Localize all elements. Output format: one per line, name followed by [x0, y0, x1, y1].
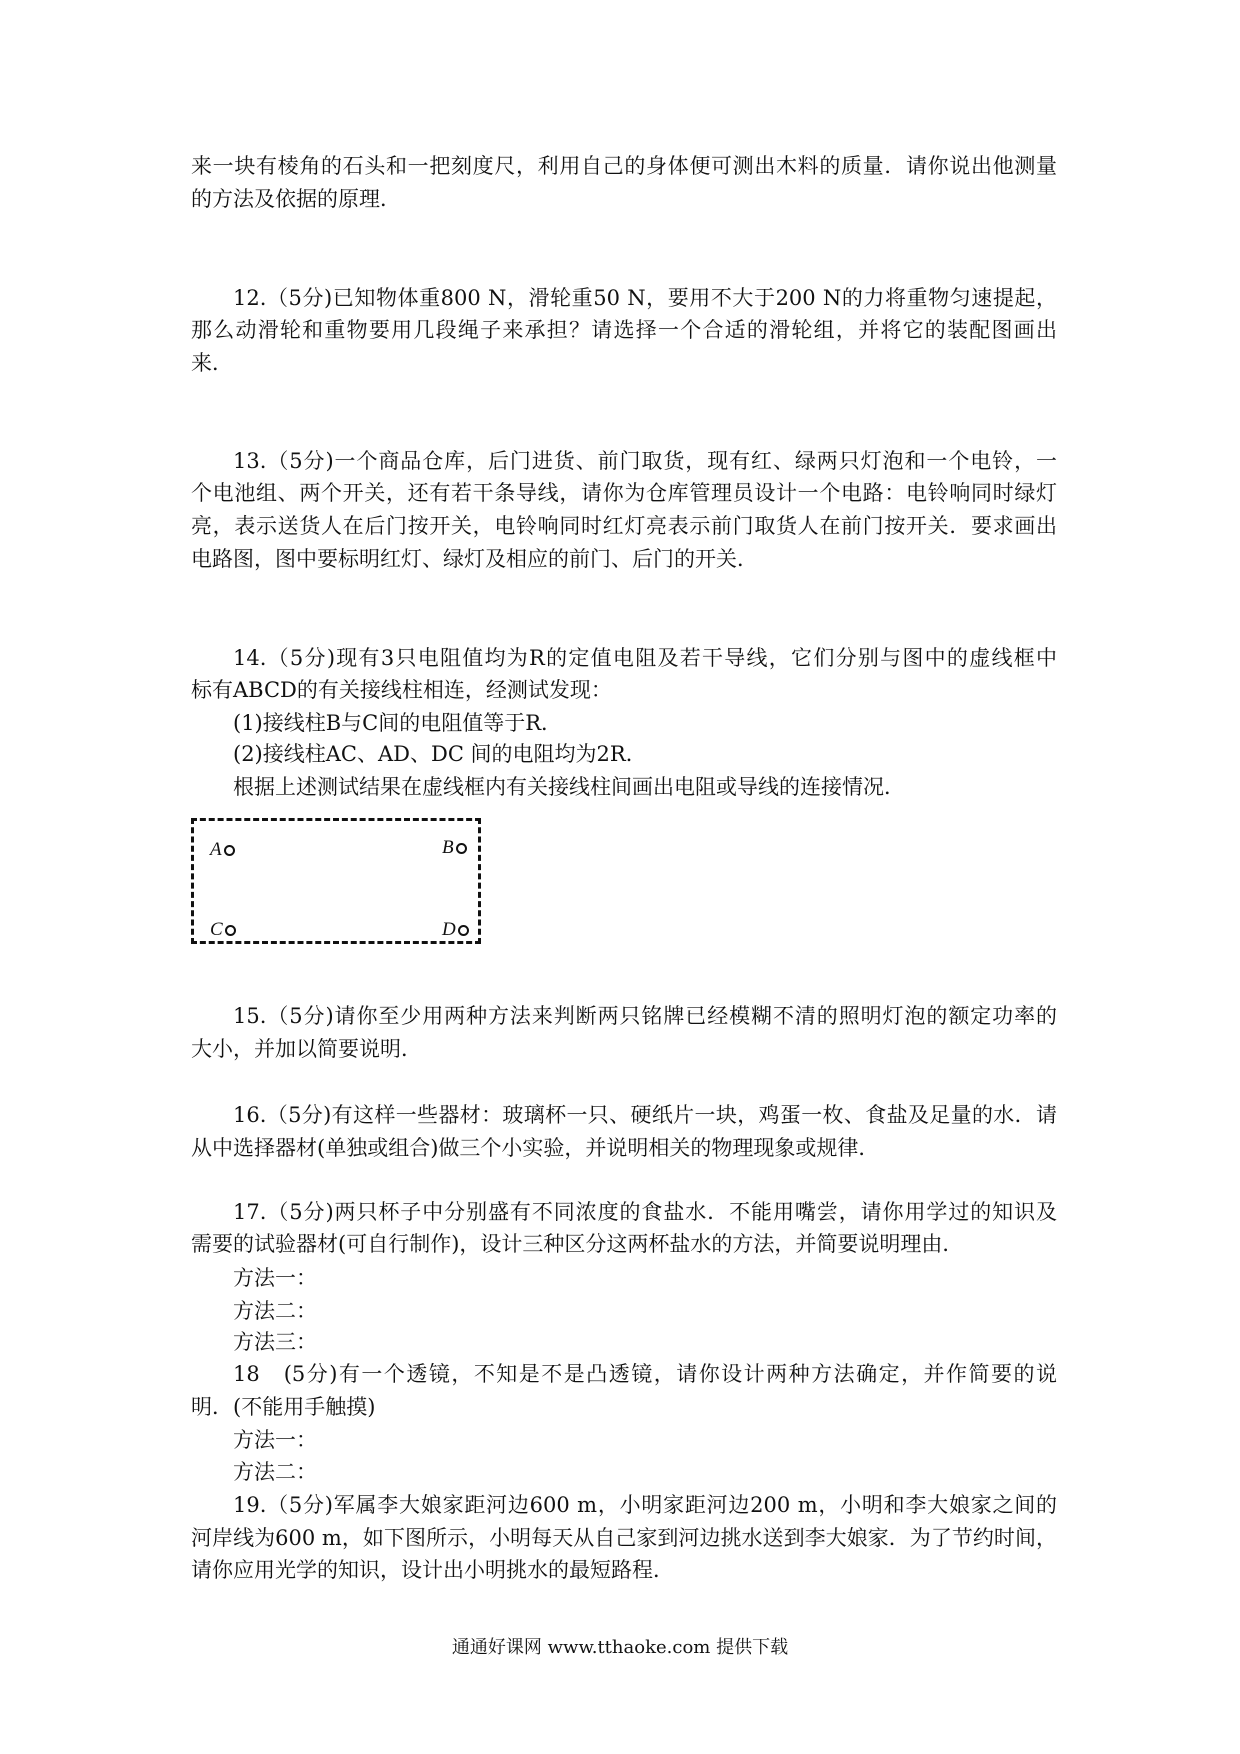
- terminal-d: D: [442, 919, 469, 941]
- text-line: 15.（5分)请你至少用两种方法来判断两只铭牌已经模糊不清的照明灯泡的额定功率的: [233, 1004, 1057, 1028]
- text-line: 方法三：: [233, 1330, 317, 1354]
- text-line: 需要的试验器材(可自行制作)，设计三种区分这两杯盐水的方法，并简要说明理由．: [191, 1232, 964, 1256]
- text-line: 个电池组、两个开关，还有若干条导线，请你为仓库管理员设计一个电路：电铃响同时绿灯: [191, 481, 1057, 505]
- text-line: 来．: [191, 351, 233, 375]
- text-line: 河岸线为600 m，如下图所示，小明每天从自己家到河边挑水送到李大娘家．为了节约时间，: [191, 1526, 1057, 1550]
- text-line: 明．(不能用手触摸): [191, 1395, 376, 1419]
- text-line: 12.（5分)已知物体重800 N，滑轮重50 N，要用不大于200 N的力将重物匀速提起，: [233, 286, 1057, 310]
- text-line: (2)接线柱AC、AD、DC 间的电阻均为2R．: [233, 742, 647, 766]
- terminal-c: C: [210, 919, 236, 941]
- text-line: 17.（5分)两只杯子中分别盛有不同浓度的食盐水．不能用嘴尝，请你用学过的知识及: [233, 1200, 1057, 1224]
- text-line: (1)接线柱B与C间的电阻值等于R．: [233, 711, 563, 735]
- text-line: 来一块有棱角的石头和一把刻度尺，利用自己的身体便可测出木料的质量．请你说出他测量: [191, 154, 1057, 178]
- text-line: 18 (5分)有一个透镜，不知是不是凸透镜，请你设计两种方法确定，并作简要的说: [233, 1362, 1057, 1386]
- text-line: 14.（5分)现有3只电阻值均为R的定值电阻及若干导线，它们分别与图中的虚线框中: [233, 646, 1057, 670]
- text-line: 13.（5分)一个商品仓库，后门进货、前门取货，现有红、绿两只灯泡和一个电铃，一: [233, 449, 1057, 473]
- text-line: 电路图，图中要标明红灯、绿灯及相应的前门、后门的开关．: [191, 547, 758, 571]
- text-line: 方法一：: [233, 1428, 317, 1452]
- text-line: 的方法及依据的原理．: [191, 187, 401, 211]
- text-line: 从中选择器材(单独或组合)做三个小实验，并说明相关的物理现象或规律．: [191, 1136, 880, 1160]
- page-footer: 通通好课网 www.tthaoke.com 提供下载: [451, 1637, 789, 1658]
- text-line: 标有ABCD的有关接线柱相连，经测试发现：: [191, 678, 612, 702]
- text-line: 亮，表示送货人在后门按开关，电铃响同时红灯亮表示前门取货人在前门按开关．要求画出: [191, 514, 1057, 538]
- text-line: 方法二：: [233, 1299, 317, 1323]
- text-line: 19.（5分)军属李大娘家距河边600 m，小明家距河边200 m，小明和李大娘家之间的: [233, 1493, 1057, 1517]
- text-line: 大小，并加以简要说明．: [191, 1037, 422, 1061]
- text-line: 那么动滑轮和重物要用几段绳子来承担？请选择一个合适的滑轮组，并将它的装配图画出: [191, 318, 1057, 342]
- text-line: 方法一：: [233, 1266, 317, 1290]
- text-line: 16.（5分)有这样一些器材：玻璃杯一只、硬纸片一块，鸡蛋一枚、食盐及足量的水．请: [233, 1103, 1057, 1127]
- text-line: 方法二：: [233, 1460, 317, 1484]
- text-line: 请你应用光学的知识，设计出小明挑水的最短路程．: [191, 1558, 674, 1582]
- terminal-a: A: [210, 839, 235, 861]
- dashed-terminal-box: [191, 818, 481, 944]
- text-line: 根据上述测试结果在虚线框内有关接线柱间画出电阻或导线的连接情况．: [233, 775, 905, 799]
- terminal-b: B: [442, 837, 467, 859]
